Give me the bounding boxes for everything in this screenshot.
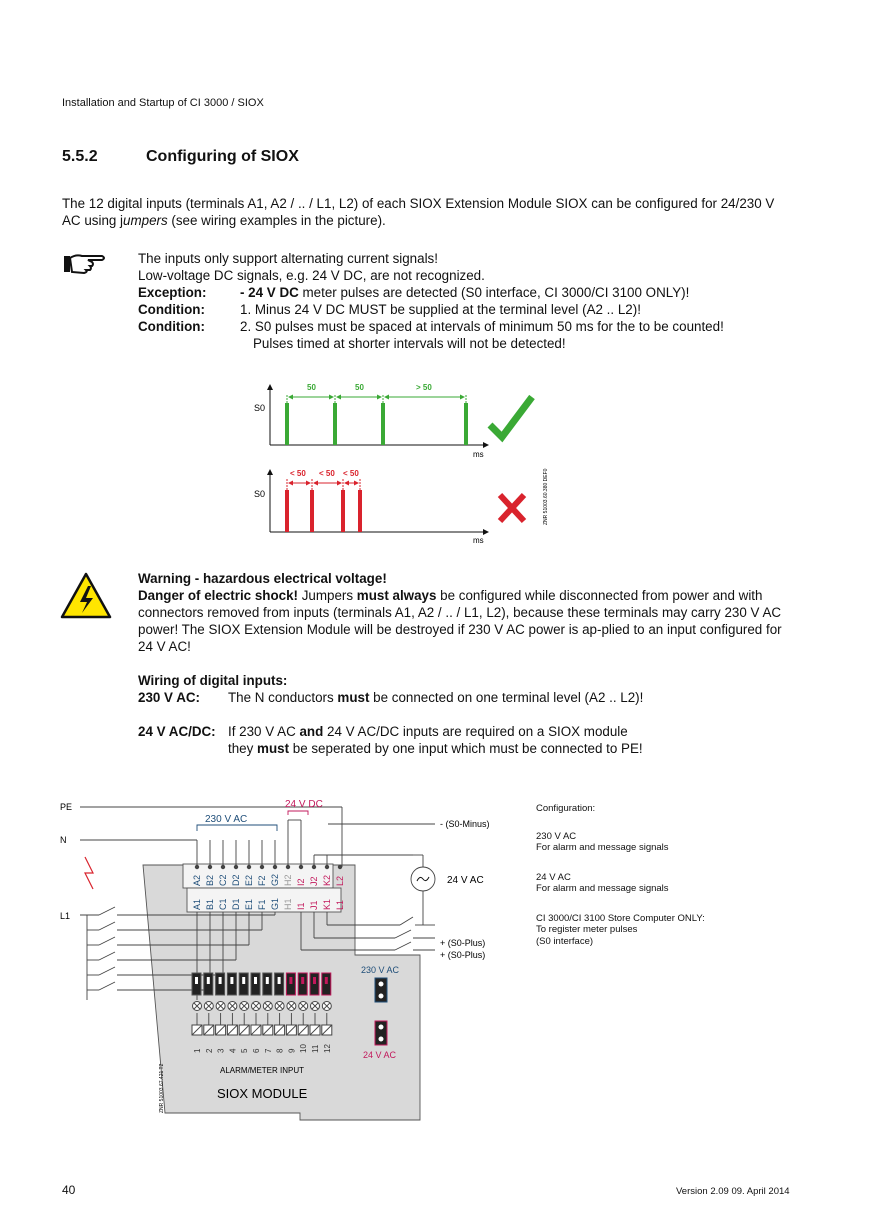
config-item: 24 V AC [536, 871, 571, 883]
warning-block [138, 570, 798, 655]
warning-must: must always [356, 588, 437, 603]
config-item: 230 V AC [536, 830, 577, 842]
terminal-point [299, 865, 303, 869]
input-number: 7 [263, 1048, 273, 1053]
terminal-label: G1 [270, 897, 280, 910]
high-voltage-warning-icon [60, 572, 112, 620]
gap-label: 50 [307, 383, 316, 392]
terminal-point [325, 865, 329, 869]
x-label: ms [473, 536, 484, 545]
intro-italic: umpers [123, 213, 168, 228]
terminal-label: L1 [335, 899, 345, 910]
terminal-label: C1 [218, 898, 228, 910]
alarm-label: ALARM/METER INPUT [220, 1066, 305, 1075]
jumper-pin [289, 977, 292, 984]
jumper-pin [278, 977, 281, 984]
terminal-point [221, 865, 225, 869]
terminal-label: J2 [309, 876, 319, 886]
red-pulses [285, 479, 362, 532]
page-number: 40 [62, 1183, 76, 1197]
gap-label: < 50 [290, 469, 306, 478]
jumper-pin [254, 977, 257, 984]
warning-text-2: be configured while disconnected from power and with connectors removed from inputs (terminals A1, A2 / .. / L1, L2), because these terminals may carry 230 V AC power! The SIOX Extension Module will be destroyed if 230 V AC power is ap-plied to an input configured for 24 V AC! [138, 588, 782, 654]
terminal-point [312, 865, 316, 869]
y-label: S0 [254, 489, 266, 499]
l1-label: L1 [60, 911, 71, 921]
terminal-label: B2 [205, 874, 215, 886]
input-number: 8 [275, 1048, 285, 1053]
input-number: 2 [204, 1048, 214, 1053]
terminal-point [286, 865, 290, 869]
section-heading [62, 148, 299, 166]
terminal-label: D2 [231, 874, 241, 886]
input-number: 10 [299, 1044, 309, 1053]
cross-icon [500, 495, 524, 521]
input-number: 11 [311, 1044, 320, 1053]
config-item: CI 3000/CI 3100 Store Computer ONLY: [536, 912, 705, 924]
pulse [333, 403, 337, 445]
condition-text-2: Pulses timed at shorter intervals will not be detected! [253, 336, 566, 351]
jumper-pin [301, 977, 304, 984]
section-title: Configuring of SIOX [146, 148, 299, 165]
intro-text-end: (see wiring examples in the picture). [167, 213, 386, 228]
pulse [341, 490, 345, 532]
condition-text: 1. Minus 24 V DC MUST be supplied at the terminal level (A2 .. L2)! [240, 302, 641, 317]
pulse [285, 490, 289, 532]
jumper-pin [219, 977, 222, 984]
config-title: Configuration: [536, 803, 596, 814]
config-item-desc: (S0 interface) [536, 935, 594, 947]
terminal-label: F1 [257, 899, 267, 910]
note-block [138, 250, 818, 352]
wiring-must: must [337, 690, 370, 705]
green-pulses [285, 395, 468, 445]
terminal-point [247, 865, 251, 869]
chart-ref: ZNR 51003.60.380 DEF0 [543, 468, 549, 525]
terminal-point [234, 865, 238, 869]
terminal-label: E1 [244, 898, 254, 910]
terminal-label: C2 [218, 874, 228, 886]
ac24-label: 24 V AC [447, 875, 484, 886]
wiring-text: If 230 V AC [228, 724, 300, 739]
pointing-hand-icon [62, 250, 110, 278]
input-number: 12 [322, 1044, 332, 1053]
config-item-desc: To register meter pulses [536, 924, 638, 935]
pulse [358, 490, 362, 532]
terminal-label: I1 [296, 902, 306, 910]
terminal-point [208, 865, 212, 869]
terminal-point [338, 865, 342, 869]
diagram-ref: ZNR 51003.67.421 T2 [159, 1063, 165, 1113]
condition-text: 2. S0 pulses must be spaced at intervals of minimum 50 ms for the to be counted! [240, 319, 724, 334]
s0-minus-label: - (S0-Minus) [440, 819, 490, 829]
jumper-pin [313, 977, 316, 984]
jumper-230-label: 230 V AC [361, 965, 400, 975]
terminal-point [195, 865, 199, 869]
terminal-label: I2 [296, 878, 306, 886]
gap-label: < 50 [343, 469, 359, 478]
ac230-label: 230 V AC [205, 814, 248, 825]
page-header: Installation and Startup of CI 3000 / SIOX [62, 97, 264, 109]
jumper-pin [266, 977, 269, 984]
intro-paragraph [62, 195, 792, 229]
terminal-label: J1 [309, 900, 319, 910]
note-line: Low-voltage DC signals, e.g. 24 V DC, are not recognized. [138, 268, 485, 283]
wiring-text: be connected on one terminal level (A2 .. L2)! [369, 690, 644, 705]
y-label: S0 [254, 403, 266, 413]
terminal-label: H1 [283, 898, 293, 910]
x-label: ms [473, 450, 484, 459]
wiring-title: Wiring of digital inputs: [138, 673, 288, 688]
pulse-diagram [240, 375, 560, 550]
terminal-label: F2 [257, 875, 267, 886]
condition-label: Condition: [138, 319, 205, 334]
terminal-label: G2 [270, 873, 280, 886]
terminal-label: K2 [322, 874, 332, 886]
input-number: 3 [216, 1048, 226, 1053]
s0-plus-label: + (S0-Plus) [440, 938, 486, 948]
terminal-label: D1 [231, 898, 241, 910]
input-number: 1 [193, 1048, 202, 1053]
input-number: 9 [287, 1048, 297, 1053]
lightning-icon [85, 857, 93, 889]
section-number: 5.5.2 [62, 148, 98, 165]
warning-title: Warning - hazardous electrical voltage! [138, 571, 387, 586]
wiring-text: they [228, 741, 258, 756]
gap-label: > 50 [416, 383, 432, 392]
terminal-label: E2 [244, 874, 254, 886]
pulse [464, 403, 468, 445]
wiring-text: 24 V AC/DC inputs are required on a SIOX module [323, 724, 628, 739]
version-info: Version 2.09 09. April 2014 [676, 1186, 790, 1197]
config-item-desc: For alarm and message signals [536, 883, 669, 894]
jumper-pin [195, 977, 198, 984]
terminal-label: K1 [322, 898, 332, 910]
jumper-pin [325, 977, 328, 984]
terminal-label: B1 [205, 898, 215, 910]
terminal-point [260, 865, 264, 869]
condition-label: Condition: [138, 302, 205, 317]
check-icon [490, 397, 532, 437]
terminal-point [273, 865, 277, 869]
wiring-text: The N conductors [228, 690, 338, 705]
exception-text: meter pulses are detected (S0 interface, CI 3000/CI 3100 ONLY)! [298, 285, 690, 300]
module-label: SIOX MODULE [217, 1086, 308, 1101]
wiring-label-24: 24 V AC/DC: [138, 724, 216, 739]
jumper-pin [207, 977, 210, 984]
terminal-label: A2 [192, 874, 202, 886]
wiring-and: and [299, 724, 324, 739]
intro-text: The 12 digital inputs (terminals A1, A2 / .. / L1, L2) of each SIOX Extension Module SIOX can be configured for 24/230 V AC using j [62, 196, 775, 228]
s0-plus-label: + (S0-Plus) [440, 950, 486, 960]
n-label: N [60, 835, 67, 845]
wiring-label-230: 230 V AC: [138, 690, 201, 705]
input-number: 4 [228, 1048, 238, 1053]
warning-text: Jumpers [298, 588, 357, 603]
siox-wiring-diagram [55, 795, 525, 1125]
terminal-label: H2 [283, 874, 293, 886]
pulse [285, 403, 289, 445]
exception-bold: - 24 V DC [240, 285, 299, 300]
gap-label: 50 [355, 383, 364, 392]
note-line: The inputs only support alternating current signals! [138, 251, 438, 266]
gap-label: < 50 [319, 469, 335, 478]
dc24-label: 24 V DC [285, 799, 323, 810]
wiring-text: be seperated by one input which must be connected to PE! [289, 741, 643, 756]
pulse [381, 403, 385, 445]
jumper-pin [230, 977, 233, 984]
wiring-must: must [257, 741, 290, 756]
jumper-24-label: 24 V AC [363, 1050, 397, 1060]
pulse [310, 490, 314, 532]
jumper-pin [242, 977, 245, 984]
terminal-label: A1 [192, 898, 202, 910]
input-number: 5 [240, 1048, 250, 1053]
configuration-legend [536, 803, 705, 947]
terminal-label: L2 [335, 875, 345, 886]
pe-label: PE [60, 802, 73, 812]
warning-danger: Danger of electric shock! [138, 588, 298, 603]
exception-label: Exception: [138, 285, 207, 300]
wiring-block [138, 672, 798, 757]
config-item-desc: For alarm and message signals [536, 842, 669, 853]
input-number: 6 [252, 1048, 261, 1053]
